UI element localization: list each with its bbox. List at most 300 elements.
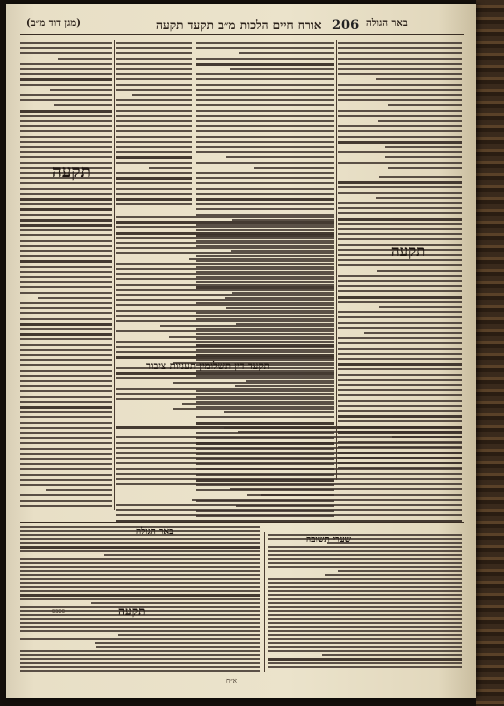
text-line (20, 598, 260, 600)
text-line (338, 363, 462, 366)
text-line (116, 393, 334, 395)
text-line (20, 47, 112, 49)
text-line (196, 125, 334, 127)
book-binding (476, 0, 504, 706)
text-line (116, 162, 192, 164)
text-line (20, 586, 260, 588)
text-line (116, 58, 192, 60)
text-line (338, 212, 462, 214)
text-line (338, 130, 462, 132)
text-line (268, 562, 462, 564)
text-line (116, 110, 192, 112)
text-line (338, 389, 462, 391)
text-line (20, 662, 260, 664)
text-line (338, 348, 462, 350)
header-rule (20, 34, 464, 35)
text-line (388, 167, 462, 169)
text-line (338, 368, 462, 370)
text-line (116, 284, 334, 286)
text-line (20, 338, 112, 340)
text-line (338, 207, 462, 209)
text-line (118, 634, 260, 636)
text-line (338, 384, 462, 386)
text-line (268, 582, 462, 584)
text-line (268, 550, 462, 552)
text-line (116, 320, 334, 322)
text-line (20, 406, 112, 409)
text-line (20, 364, 112, 366)
text-line (20, 505, 112, 507)
text-line (20, 594, 260, 597)
text-line (377, 270, 462, 272)
text-line (116, 232, 334, 235)
text-line (116, 73, 192, 75)
text-line (268, 546, 462, 548)
text-line (268, 618, 462, 620)
text-line (20, 276, 112, 278)
text-line (20, 574, 260, 576)
text-line (116, 514, 462, 516)
text-line (20, 307, 112, 309)
text-line (116, 315, 334, 317)
text-line (116, 442, 462, 444)
text-line (116, 89, 192, 91)
text-line (20, 500, 112, 502)
text-line (338, 420, 462, 422)
text-line (20, 484, 112, 486)
text-line (338, 125, 462, 127)
text-line (116, 156, 192, 159)
text-line (261, 494, 462, 496)
text-line (116, 468, 462, 470)
text-line (338, 63, 462, 65)
text-line (268, 590, 462, 592)
text-line (20, 468, 112, 470)
text-line (116, 509, 462, 511)
text-line (20, 578, 260, 580)
text-line (268, 662, 462, 664)
text-line (116, 78, 192, 80)
text-line (116, 120, 192, 122)
text-line (116, 47, 192, 49)
text-line (54, 104, 112, 106)
text-line (20, 370, 112, 372)
text-line (38, 297, 112, 299)
text-line (116, 294, 334, 296)
commentary-column-center (116, 40, 192, 210)
text-line (196, 78, 334, 80)
text-line (104, 554, 260, 556)
text-line (20, 344, 112, 346)
text-line (20, 401, 112, 403)
text-line (132, 94, 192, 96)
text-line (20, 203, 112, 205)
siman-heading-bottom: תקעה (118, 604, 146, 618)
text-line (116, 84, 192, 86)
text-line (268, 614, 462, 616)
text-line (20, 626, 260, 628)
text-line (116, 52, 192, 54)
text-line (338, 42, 462, 44)
text-line (116, 351, 334, 353)
text-line (173, 408, 334, 410)
text-line (325, 574, 462, 576)
text-line (338, 322, 462, 324)
text-line (268, 586, 462, 588)
text-line (116, 104, 192, 106)
text-line (20, 622, 260, 624)
text-line (116, 216, 334, 218)
text-line (20, 437, 112, 439)
text-line (50, 89, 112, 91)
text-line (268, 666, 462, 668)
siman-heading: תקעה (391, 242, 426, 260)
text-line (20, 570, 260, 572)
text-line (20, 255, 112, 257)
main-text-block (116, 214, 334, 414)
text-line (20, 151, 112, 153)
text-line (91, 602, 260, 604)
text-line (116, 242, 334, 244)
text-line (268, 646, 462, 648)
text-line (116, 193, 192, 195)
text-line (20, 432, 112, 434)
text-line (20, 229, 112, 231)
text-line (116, 341, 334, 343)
text-line (116, 398, 334, 400)
text-line (20, 292, 112, 294)
commentary-column-left (20, 40, 112, 510)
text-line (116, 172, 192, 174)
text-line (20, 638, 260, 640)
text-line (338, 99, 462, 101)
text-line (226, 156, 334, 158)
text-line (20, 458, 112, 460)
text-line (116, 289, 334, 291)
text-line (338, 342, 462, 344)
text-line (196, 94, 334, 96)
text-line (338, 337, 462, 339)
text-line (196, 203, 334, 205)
text-line (388, 104, 462, 106)
text-line (338, 238, 462, 240)
text-line (268, 538, 462, 540)
text-line (116, 177, 192, 180)
text-line (268, 558, 462, 560)
text-line (116, 115, 192, 117)
text-line (338, 374, 462, 376)
text-line (239, 52, 334, 54)
text-line (268, 634, 462, 636)
text-line (20, 562, 260, 564)
column-divider (114, 40, 115, 510)
text-line (338, 52, 462, 54)
text-line (20, 120, 112, 122)
text-line (116, 237, 334, 239)
text-line (196, 198, 334, 201)
text-line (338, 301, 462, 303)
text-line (20, 78, 112, 81)
running-head-left: (מגן דוד מ״ב) (26, 18, 81, 29)
text-line (116, 226, 334, 228)
text-line (196, 63, 334, 66)
text-line (196, 104, 334, 106)
printer-signature: א״ח (226, 677, 238, 685)
text-line (338, 47, 462, 49)
text-line (182, 403, 334, 405)
text-line (20, 141, 112, 143)
text-line (338, 151, 462, 153)
text-line (196, 89, 334, 91)
text-line (338, 84, 462, 86)
text-line (20, 448, 112, 450)
text-line (338, 58, 462, 60)
text-line (116, 273, 334, 275)
text-line (20, 193, 112, 195)
text-line (20, 650, 260, 652)
text-line (20, 281, 112, 283)
text-line (338, 316, 462, 318)
text-line (20, 670, 260, 672)
text-line (196, 120, 334, 122)
text-line (20, 494, 112, 496)
text-line (169, 336, 334, 338)
text-line (338, 405, 462, 407)
text-line (20, 110, 112, 113)
text-line (268, 658, 462, 661)
text-line (196, 146, 334, 148)
text-line (20, 390, 112, 392)
text-line (268, 622, 462, 624)
text-line (20, 453, 112, 455)
text-line (116, 99, 192, 101)
text-line (20, 214, 112, 216)
text-line (338, 202, 462, 204)
text-line (196, 193, 334, 195)
text-line (338, 296, 462, 299)
text-line (20, 234, 112, 236)
text-line (160, 325, 334, 327)
text-line (116, 146, 192, 148)
text-line (196, 151, 334, 153)
text-line (196, 130, 334, 132)
text-line (385, 156, 462, 158)
text-line (20, 630, 260, 632)
text-line (20, 94, 112, 96)
text-line (20, 245, 112, 247)
text-line (116, 462, 462, 464)
text-line (20, 354, 112, 356)
text-line (268, 578, 462, 580)
text-line (268, 598, 462, 600)
text-line (20, 42, 112, 44)
text-line (20, 538, 260, 540)
text-line (20, 52, 112, 54)
text-line (116, 299, 334, 301)
page-title: אורח חיים הלכות מ״ב תקעד תקעה (156, 18, 322, 32)
text-line (116, 330, 334, 332)
text-line (116, 252, 334, 254)
text-line (20, 582, 260, 584)
text-line (20, 198, 112, 201)
text-line (196, 136, 334, 138)
text-line (20, 188, 112, 190)
text-line (20, 318, 112, 320)
text-line (196, 99, 334, 101)
text-line (196, 47, 334, 49)
text-line (189, 258, 334, 260)
text-line (116, 504, 462, 506)
text-line (338, 186, 462, 188)
text-line (20, 115, 112, 117)
text-line (116, 130, 192, 132)
text-line (338, 285, 462, 287)
text-line (20, 260, 112, 263)
text-line (116, 136, 192, 138)
text-line (116, 203, 192, 205)
text-line (20, 479, 112, 481)
text-line (268, 642, 462, 644)
text-line (338, 218, 462, 221)
text-line (20, 666, 260, 668)
text-line (338, 162, 462, 164)
text-line (196, 172, 334, 174)
text-line (20, 224, 112, 227)
text-line (20, 590, 260, 592)
text-line (116, 268, 334, 270)
text-line (385, 146, 462, 148)
text-line (116, 182, 192, 184)
text-line (338, 280, 462, 282)
text-line (20, 63, 112, 65)
text-line (338, 264, 462, 266)
text-line (338, 410, 462, 412)
text-line (338, 89, 462, 91)
text-line (116, 426, 462, 429)
text-line (254, 167, 334, 169)
text-line (338, 394, 462, 396)
text-line (116, 377, 334, 379)
text-line (338, 68, 462, 70)
footnote-rule (20, 522, 464, 523)
page-number: 206 (332, 18, 360, 33)
text-line (20, 380, 112, 382)
text-line (20, 442, 112, 444)
text-line (338, 353, 462, 355)
text-line (230, 488, 462, 490)
text-line (20, 250, 112, 252)
text-line (20, 375, 112, 377)
column-divider (336, 40, 337, 480)
text-line (268, 566, 462, 568)
text-line (20, 99, 112, 101)
text-line (322, 654, 462, 656)
text-line (116, 278, 334, 280)
text-line (230, 68, 334, 70)
text-line (20, 68, 112, 70)
column-divider (264, 532, 265, 672)
text-line (196, 188, 334, 190)
text-line (20, 328, 112, 330)
text-line (116, 356, 334, 359)
text-line (196, 208, 334, 210)
text-line (20, 84, 112, 86)
text-line (116, 198, 192, 201)
text-line (95, 642, 260, 644)
text-line (268, 650, 462, 652)
right-margin-column (338, 40, 462, 170)
text-line (116, 388, 334, 390)
text-line (20, 558, 260, 560)
text-line (116, 346, 334, 348)
text-line (173, 382, 334, 384)
text-line (46, 489, 112, 491)
footnote-heading: באר הגולה (136, 527, 174, 537)
book-page (6, 4, 476, 698)
text-line (196, 73, 334, 75)
section-heading: תקעד דין תשלומין תעניות ציבור (146, 361, 270, 372)
text-line (196, 416, 334, 418)
text-line (338, 290, 462, 292)
text-line (376, 197, 462, 199)
text-line (268, 610, 462, 612)
text-line (20, 385, 112, 387)
text-line (338, 181, 462, 184)
text-line (196, 110, 334, 112)
text-line (20, 182, 112, 184)
text-line (20, 286, 112, 288)
text-line (20, 271, 112, 273)
text-line (338, 136, 462, 138)
text-line (379, 306, 462, 308)
text-line (116, 42, 192, 44)
text-line (20, 73, 112, 75)
text-line (20, 658, 260, 660)
text-line (116, 457, 462, 459)
text-line (20, 333, 112, 336)
text-line (338, 192, 462, 194)
catchword: ססבס (52, 608, 66, 615)
text-line (20, 654, 260, 656)
running-head-right: באר הגולה (366, 18, 408, 29)
text-line (20, 546, 260, 549)
footnotes-left (20, 524, 260, 674)
text-line (20, 146, 112, 148)
text-line (338, 379, 462, 381)
text-line (116, 310, 334, 312)
text-line (20, 349, 112, 351)
text-line (376, 78, 462, 80)
text-line (116, 247, 334, 249)
commentary-bottom-wide (116, 424, 462, 524)
text-line (116, 473, 462, 475)
text-line (268, 554, 462, 556)
text-line (58, 58, 112, 60)
text-line (116, 263, 334, 265)
text-line (192, 499, 462, 501)
text-line (338, 73, 462, 75)
text-line (20, 208, 112, 211)
text-line (20, 156, 112, 158)
text-line (338, 400, 462, 402)
text-line (116, 436, 462, 438)
text-line (116, 304, 334, 306)
text-line (338, 115, 462, 117)
text-line (196, 42, 334, 44)
text-line (20, 130, 112, 132)
text-line (196, 115, 334, 117)
text-line (268, 638, 462, 640)
